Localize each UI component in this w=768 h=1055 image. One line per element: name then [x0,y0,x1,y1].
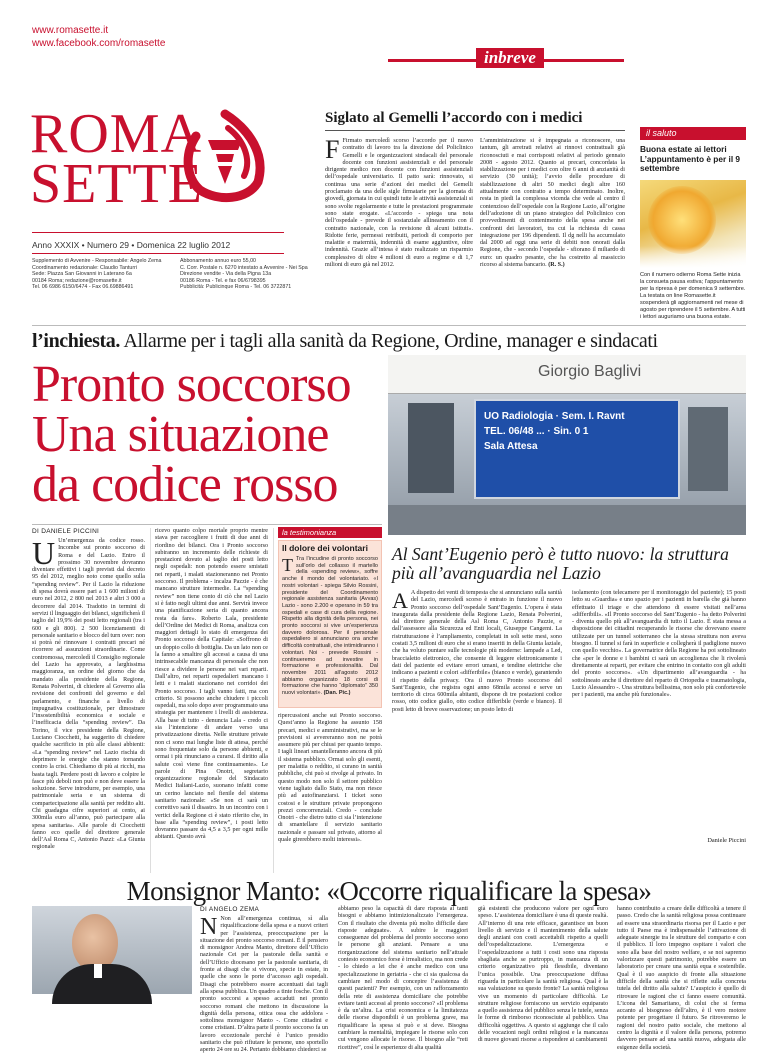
logo-roma: ROMA [30,103,203,165]
inchiesta-kicker: l’inchiesta. Allarme per i tagli alla sanità da Regione, Ordine, manager e sindacati [32,330,658,352]
manto-col4: hanno contribuito a creare delle difficoltà a tenere il passo. Credo che la sanità religiosa possa continuare ad essere una straordinaria risorsa per il Lazio e per tutto il Paese ma è indispensabile l’attivazione di adeguate sinergie tra le strutture del comparto e con il pubblico. Il loro impegno ospitare i valori che sono alla base del nostro welfare, e se noi sapremo valorizzare questi patrimonio, potrebbe essere un laboratorio per creare una sanità equa e sostenibile. Qual è il suo auspicio di fronte alla situazione difficile della sanità che si riflette sulla concreta tutela del diritto alla salute? L’auspicio è quello di ritrovare le ragioni che ci fanno essere comunità. L’icona del Samaritano, di colui che si ferma accanto al bisognoso dell’altro, è il vero motore potente per progettare il futuro. Se ritroveremo le ragioni del nostro patto sociale, che mettono al centro la dignità e il valore della persona, potremo davvero pensare ad una sanità nuova, adeguata alle esigenze della società. [617,906,746,1051]
testimonianza-box [278,540,382,708]
saluto-headline: Buona estate ai lettori L’appuntamento è per il 9 settembre [640,144,741,174]
web-url[interactable]: www.romasette.it [32,25,109,36]
inchiesta-col2: ricevo quanto colpo mortale proprio mentre stava per raccogliere i frutti di due anni di riordino dei bilanci. Ora i Pronto soccorso subiranno un incremento delle richieste di prestazioni dovuto al taglio dei posti letto negli ospedali: non potendo essere smistati nei reparti, i malati stazioneranno nei Pronto soccorso. Il problema - incalza Pazzie - è che mancano strutture intermedie. La “spending review” non tiene conto di ciò che nel Lazio si è fatto negli ultimi due anni. Servirà invece una pianificazione seria di quanto ancora resta da fare». Roberto Lala, presidente dell’Ordine dei Medici di Roma, analizza con maggiori dettagli lo stato di emergenza dei Pronto soccorso della Capitale: «Soffrono di un doppio collo di bottiglia. Da un lato non ce la fanno a smaltire gli accessi a causa di una intrinsecabile mancanza di personale che non riesce a dividere le persone nei vari reparti. Dall’altro, nei reparti ospedalieri mancano i letti e i malati stazionano nei corridoi dei Pronto soccorso. I tagli vanno fatti, ma con criterio. Si possono anche chiudere i piccoli ospedali, ma solo dopo aver programmato una strategia per mantenere i livelli di assistenza. Alla base di tutto - denuncia Lala - credo ci sia l’intenzione di andare verso una privatizzazione diretta. Nelle strutture private non ci sono mai lunghe liste di attesa, perché sono frequentate solo da persone abbienti, e ormai i più rinunciano a curarsi. Il diritto alla salute così viene fine continuamente». Le parole di Pina Onotri, segretario organizzazione regionale del Sindacato Medici Italiani-Lazio, suonano infatti come un cerino lanciato nel fienile del sistema sanitario nazionale: «Se non ci sarà un correttivo sarà il disastro. In un incontro con i vertici della Regione ci è stato riferito che, in base alla “spending review”, i posti letto dovranno passare da 4,5 a 3,5 per ogni mille abitanti. Questo avrà [155,528,268,841]
inchiesta-headline-1: Pronto soccorso [32,356,351,413]
logo-emblem-icon [178,110,273,205]
hospital-sign-photo: Giorgio Baglivi UO Radiologia · Sem. I. Ravnt TEL. 06/48 ... · Sin. 0 1 Sala Attesa [388,355,746,535]
manto-col3: già esistenti che producono valore per ogni euro speso. L’assistenza domiciliare è una di queste realtà. All’interno di una rete efficace, garantisce un buon livello di servizio e il mantenimento della salute degli anziani con costi accettabili rispetto a quelli dell’ospedalizzazione. L’emergenza e l’ospedalizzazione a tutti i costi sono una risposta sbagliata anche se purtroppo, in mancanza di un criterio organizzativo più flessibile, diventano l’unica possibile. Una preoccupazione diffusa riguarda in particolare la sanità religiosa. Qual è la sua valutazione su questo fronte? La sanità religiosa vive un momento di particolare difficoltà. Le strutture religiose forniscono un servizio equiparato a quello assistenza del pubblico senza le tutele, senza le forme di rimborso riconosciute al pubblico. Una difficoltà oggettiva. A questo si aggiunge che il calo delle vocazioni negli ordini religiosi e la mancanza di nuove giovani risorse a rispondere ai cambiamenti [478,906,608,1044]
manto-col2: abbiamo peso la capacità di dare risposta ai tanti bisogni e abbiamo intimizionalizzato l’emergenza. Con il risultato che diventa più molto difficile dare risposte adeguate». A subire le maggiori conseguenze del problema del pronto soccorso sono le persone gli anziani. Pensare a una riorganizzazione del sistema sanitario nell’attuale contesto economico forse è irrealistico, ma non crede - lo chiedo a lei che è anche medico con una specializzazione in geriatria - che ci sia qualcosa da cambiare nel modo di concepire l’assistenza di questi pazienti? Per esempio, con un rafforzamento della rete di assistenza domiciliare che potrebbe evitare tanti accessi al pronto soccorso? «Il problema è da un’altra. La crisi economica e la limitatezza delle risorse disponibili è un problema grave, ma riqualificare la spesa si può e si deve. Bisogna cambiare la mentalità, impiegare le risorse solo con cui vengono allocate le risorse. Il bisogno alle “reti ricettive”, così le esperienze di alta qualità [338,906,468,1051]
inchiesta-col1: U Un’emergenza da codice rosso. Incombe sui pronto soccorso di Roma e del Lazio. Entro il prossimo 30 novembre dovranno diventare effettivi i tagli previsti dal decreto 95 del 2012, meglio noto come quello sulla “spending review”. Per il Lazio la riduzione di spesa dovrà essere pari a 1 600 milioni di euro nel 2012, 2 800 nel 2013 e altri 3 000 a decorrere dal 2014. Tradotto in termini di servizi il linguaggio dei bilanci, significherà il taglio del 19,9% dei posti letto regionali (tra i 600 e gli 800). 2 500 licenziamenti di personale sanitario e blocco del turn over: non si potrà né rinnovare i contratti precari né ricorrere ad assunzioni straordinarie. Come contromossa, mercoledì il Consiglio regionale del Lazio ha approvato, a larghissima maggioranza, un ordine del giorno che da mandato alla presidente della Regione, Renata Polverini, di chiedere al Governo alla revisione dei confronti del governo e del parlamento, e finanche a livello di impugnativa costituzionale, per dimostrare l’insostenibilità economica e sociale e l’inefficacia della “spending review”. Da Torino, il vice presidente della Regione, Luciano Ciocchetti, ha suggerito di chiedere qualche sacrificio in più alle classi abbienti: «La “spending review” nel Lazio rischia di deprimere le energie che stanno tornando contro la crisi. Chiediamo di più ai ricchi, ma basta tagli. Perdere posti di lavoro e colpire le fasce più deboli non può e non deve essere la soluzione. Serve introdurre, per esempio, una patrimoniale seria e un sistema di compartecipazione alla sanità per reddito alti. Chi guadagna cifre superiori ai cento, ai 300mila euro all’anno, può partecipare alla spesa sanitaria». Alle parole di Ciocchetti fanno eco quelle del direttore generale dell’Asl Roma C, Antonio Pazzi: «La Giunta regionale [32,535,145,851]
facebook-url[interactable]: www.facebook.com/romasette [32,38,166,49]
saluto-label: il saluto [640,127,746,140]
santeugenio-col1: A A dispetto dei venti di tempesta che si annunciano sulla sanità del Lazio, mercoledì scorso è entrato in funzione il nuovo Pronto soccorso dell’ospedale Sant’Eugenio. L’opera è stata inaugurata dalla presidente della Regione Lazio, Renata Polverini, dal direttore generale della Asl Roma C, Antonio Pazzie, e dall’assessore alla Sicurezza ed Enti locali, Giuseppe Cangemi. La ristrutturazione è l’ampliamento, completati in soli sette mesi, sono costati 3,5 milioni di euro che si erano inseriti in della Giunta laziale, che ha voluto puntare sulle tecnologie più moderne: lampade a Led, braccialetto elettronico, che consente di leggere elettronicamente i dati del paziente ed evitare errori umani, e tendine elettriche che indicano a pazienti e colori «differibile» (bianco e verde), garantendo il rispetto della privacy. Ora il nuovo Pronto soccorso del Sant’Eugenio, che registra ogni anno 68mila accessi e serve un territorio di circa 600mila abitanti, dispone di tre postazioni codice rosso, otto codice giallo, otto codice differibile (verde e bianco). Il posti letto di breve osservazione; un posto letto di [392,588,562,713]
issue-line: Anno XXXIX • Numero 29 • Domenica 22 luglio 2012 [32,240,231,250]
logo-sette: SETTE [30,153,203,215]
saluto-image [640,180,746,268]
santeugenio-sign: Daniele Piccini [707,837,746,844]
inbreve-banner: inbreve [388,50,624,72]
imprint-right: Abbonamento annuo euro 55,00 C. Corr. Postale n. 6270 intestato a Avvenire - Nei Spa Direzione vendite - Via della Pigna 13a 00186 Roma - Tel. e fax 06/6798395 Pubblicità: Publicinque Roma - Tel. 06 3722871 [180,258,308,291]
manto-byline: DI ANGELO ZEMA [200,906,260,913]
saluto-text: Con il numero odierno Roma Sette inizia la consueta pausa estiva; l’appuntamento per la ripresa è per domenica 9 settembre. La testata on line Romasette.it sospenderà gli aggiornamenti nel mese di agosto per riprendere il 5 settembre. A tutti i lettori auguriamo una buona estate. [640,272,746,320]
testimonianza-label: la testimonianza [278,527,382,538]
testimonianza-headline: Il dolore dei volontari [282,543,368,553]
testimonianza-text: T Tra l’incudine di pronto soccorso sull’orlo del collasso il martello della «spending review», soffre anche il mondo del volontariato. «I nostri volontari - spiega Silvio Rossini, presidente del Coordinamento regionale assistenza sanitaria (Avvas) Lazio - sono 2.200 e operano in 59 tra ospedali e case di cura della regione. Rispetto alla dignità della persona, nei pronto soccorsi si vive un’esperienza davvero dolorosa. Per il personale ospedaliero si annunciano ora anche difficoltà contrattuali, che intimidiranno i volontari. Noi - prevede Rossini - continueremo ad investire in formazione e professionalità. Dal novembre 2011 all’agosto 2012 abbiamo organizzato 18 corsi di formazione che hanno “diplomato” 350 nuovi volontari». (Dan. Pic.) [282,555,378,697]
inchiesta-col3: ripercussioni anche sui Pronto soccorso. Quest’anno la Regione ha assunto 158 precari, medici e amministrativi, ma se le previsioni si avvereranno non ne potrà assumere più per chiusi per quanto tempo. I tagli lineari smantelleranno ancora di più il sistema pubblico. Ormai solo gli esenti, per malattia o reddito, si curano in sanità pubbliche, chi può si rivolge al privato. In questo modo non solo il settore pubblico viene tagliato dallo Stato, ma non riesce più ad autofinanziarsi. I ticket sono costosi e le strutture private propongono prezzi concorrenziali. Credo - conclude Onotri - che dietro tutto ci sia l’intenzione di smantellare il servizio sanitario nazionale e passare sul privato, attorno al quale girerebbero molti interessi». [278,713,382,844]
santeugenio-col2: isolamento (con telecamere per il monitoraggio del paziente); 15 posti letto su «Guardia» e uno spazio per i pazienti in barella che già hanno effettuato il triage e che attendono di essere visitati nell’area «differibili». «Il Pronto soccorso del Sant’Eugenio - ha detto Polverini - diventa quello più all’avanguardia di tutto il Lazio. È stata messa a disposizione dei cittadini recuperando le risorse che dovevano essere utilizzate per un tunnel sotterraneo che la stessa struttura non aveva bisogno. Il tunnel si farà in superficie e collegherà il padiglione nuovo con quello vecchio». La governatrice della Regione ha poi sottolineato che «per le donne e i bambini ci sarà un accoglienza che li rivolerà direttamente ai reparti, per evitare che entrino in contatto con gli adulti del pronto soccorso». «Un dipartimento all’avanguardia - ha sottolineato anche il direttore del reparto di Ortopedia e traumatologia, Lucio Alessandro -. Una struttura bellissima, non solo più confortevole per i pazienti, ma anche più funzionale». [572,590,746,699]
inbreve-headline: Siglato al Gemelli l’accordo con i medici [325,110,583,126]
inchiesta-headline-2: Una situazione [32,406,329,463]
inbreve-col1: F Firmato mercoledì scorso l’accordo per il nuovo contratto di lavoro tra la direzione del Policlinico Gemelli e le organizzazioni sindacali del personale docente con funzioni assistenziali e del personale dirigente medico non docente con funzioni assistenziali dell’ospedale universitario. Il patto sarà: rinnovato, si continua una serie d’azioni dei medici del Gemelli proclamato da una delle sigle firmatarie per la giornata di giovedì, giornata in cui quindi tutte le attività assistenziali si sono svolte regolarmente e tutte le prestazioni programmate sono state erogate. «L’accordo - spiega una nota dell’ospedale - prevede il sostanziale allineamento con il contratto nazionale, con la revisione di alcuni istituti». Ridotte ferie, permessi retribuiti, periodi di comporto per malattie e maternità, indennità di esame aggiuntive, oltre indennità. Grazie all’intesa è stato realizzato un risparmio complessivo di oltre 4 milioni di euro a regime e di 1,7 milioni di euro già nel 2012. [325,135,473,269]
inchiesta-byline: DI DANIELE PICCINI [32,528,100,535]
manto-col1: N Non all’emergenza continua, sì alla riqualificazione della spesa e a nuovi criteri per l’assistenza, preoccupazione per la situazione dei pronto soccorso romani. È il pensiero di monsignor Andrea Manto, direttore dell’Ufficio nazionale Cei per la pastorale della sanità e dell’Ufficio diocesano per la pastorale sanitaria, di fronte ai disagi che si vivono, specie in estate, in quelle che sono le porte d’accesso agli ospedali. Disagi che potrebbero essere accentuati dai tagli alla spesa pubblica. Un quadro a tinte fosche. Con il pronto soccorsi a spesso accaduti nei pronto soccorso romani che mettono in discussione la dignità della persona, ottica ossa che addolora - sottolinea monsignor Manto -. Come cittadini e come cristiani. D’altra parte il pronto soccorso fa un lavoro eccezionale perché è l’unico presidio sanitario che può rifiutare le persone, uno sportello aperto 24 ore su 24. Pertanto dobbiamo chiederci se [200,914,328,1054]
manto-photo [32,906,192,994]
inchiesta-headline-3: da codice rosso [32,456,338,513]
santeugenio-headline: Al Sant’Eugenio però è tutto nuovo: la struttura più all’avanguardia nel Lazio [392,544,729,583]
imprint-left: Supplemento di Avvenire - Responsabile: Angelo Zema Coordinamento redazionale: Claudio Tanturri Sede: Piazza San Giovanni in Laterano 6a 00184 Roma; redazione@romasette.it Tel. 06 6986 6150/6474 - Fax 06.69886491 [32,258,162,291]
inbreve-col2: L’amministrazione si è impegnata a riconoscere, una tantum, gli arretrati relativi ai rinnovi contrattuali già riconosciuti e mai corrisposti relativi al periodo gennaio 2008 - agosto 2012. Quanto ai precari, concordata la stabilizzazione per i medici con oltre 6 anni di anzianità di servizio (30 unità); l’avvio delle procedure di stabilizzazione di altri 50 medici degli altre 160 attualmente con contratto a tempo determinato. Inoltre, resta in piedi la complessa vicenda che vede al centro il contenzioso dell’ospedale con la Regione Lazio, all’origine dell’adozione di un piano strategico del Policlinico con provvedimenti di contenimento della spesa anche nei confronti dei lavoratori, tra cui la richiesta di cassa integrazione per 196 dipendenti. Il dg nelli ha accumulato dal 2000 ad oggi una serie di debiti non onorati dalla Regione, che - secondo l’ospedale - sfiorano il miliardo di euro: un quadro pesante, che ha costretto al massiccio ricorso al sistema bancario. (R. S.) [480,138,626,269]
manto-headline: Monsignor Manto: «Occorre riqualificare la spesa» [126,876,652,906]
